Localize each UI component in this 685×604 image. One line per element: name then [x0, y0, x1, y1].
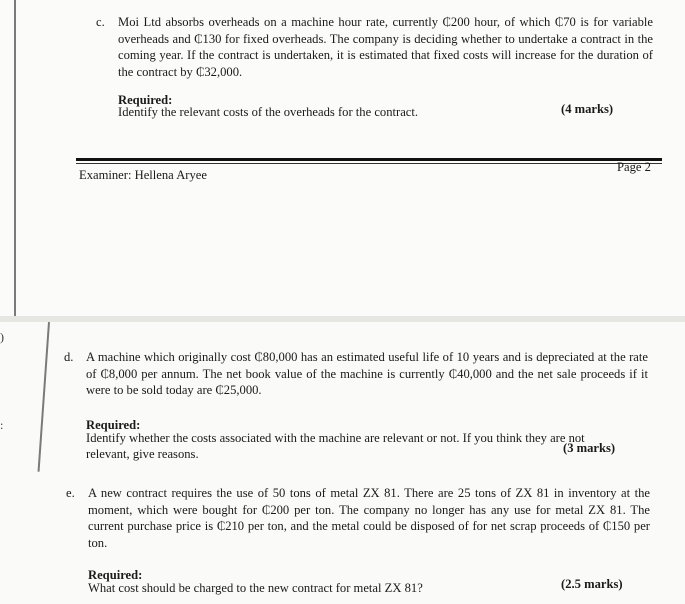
edge-mark: :	[0, 418, 4, 432]
question-d-required-heading: Required:	[86, 418, 141, 432]
margin-line	[14, 0, 16, 318]
question-e-label: e.	[66, 486, 75, 500]
question-e-text: A new contract requires the use of 50 tons of metal ZX 81. There are 25 tons of ZX 81 in inventory at the moment, which were bought for ₵200 per ton. The company no longer has any use for metal ZX 81. The current purchase price is ₵210 per ton, and the metal could be disposed of for net scrap proceeds of ₵150 per ton.	[88, 486, 650, 550]
question-c-marks: (4 marks)	[561, 102, 614, 116]
question-c-required-text: Identify the relevant costs of the overheads for the contract.	[118, 105, 419, 119]
question-d-marks: (3 marks)	[563, 441, 616, 455]
question-d	[64, 349, 648, 399]
question-d-label: d.	[64, 350, 74, 364]
question-d-required-line1: Identify whether the costs associated with the machine are relevant or not. If you think they are not	[86, 431, 585, 445]
question-e-marks: (2.5 marks)	[561, 577, 623, 591]
question-d-required-line2: relevant, give reasons.	[86, 447, 199, 461]
question-c-text: Moi Ltd absorbs overheads on a machine hour rate, currently ₵200 hour, of which ₵70 is for variable overheads and ₵130 for fixed overheads. The company is deciding whether to undertake a contract in the coming year. If the contract is undertaken, it is estimated that fixed costs will increase for the duration of the contract by ₵32,000.	[118, 15, 653, 79]
margin-line	[38, 322, 50, 472]
question-c-label: c.	[96, 15, 105, 29]
question-e-required-text: What cost should be charged to the new contract for metal ZX 81?	[88, 581, 423, 595]
footer-rule-thin	[76, 163, 662, 164]
edge-mark: )	[0, 330, 4, 344]
footer-rule	[76, 158, 662, 161]
footer-examiner: Examiner: Hellena Aryee	[79, 168, 207, 182]
exam-page-bottom	[0, 322, 685, 604]
question-e-required-heading: Required:	[88, 568, 143, 582]
question-e	[66, 485, 650, 551]
footer-page-number: Page 2	[617, 160, 651, 174]
question-d-text: A machine which originally cost ₵80,000 has an estimated useful life of 10 years and is depreciated at the rate of ₵8,000 per annum. The net book value of the machine is currently ₵40,000 and the net sale proceeds if it were to be sold today are ₵25,000.	[86, 350, 648, 398]
question-c-required-heading: Required:	[118, 93, 173, 107]
question-c	[96, 14, 653, 80]
